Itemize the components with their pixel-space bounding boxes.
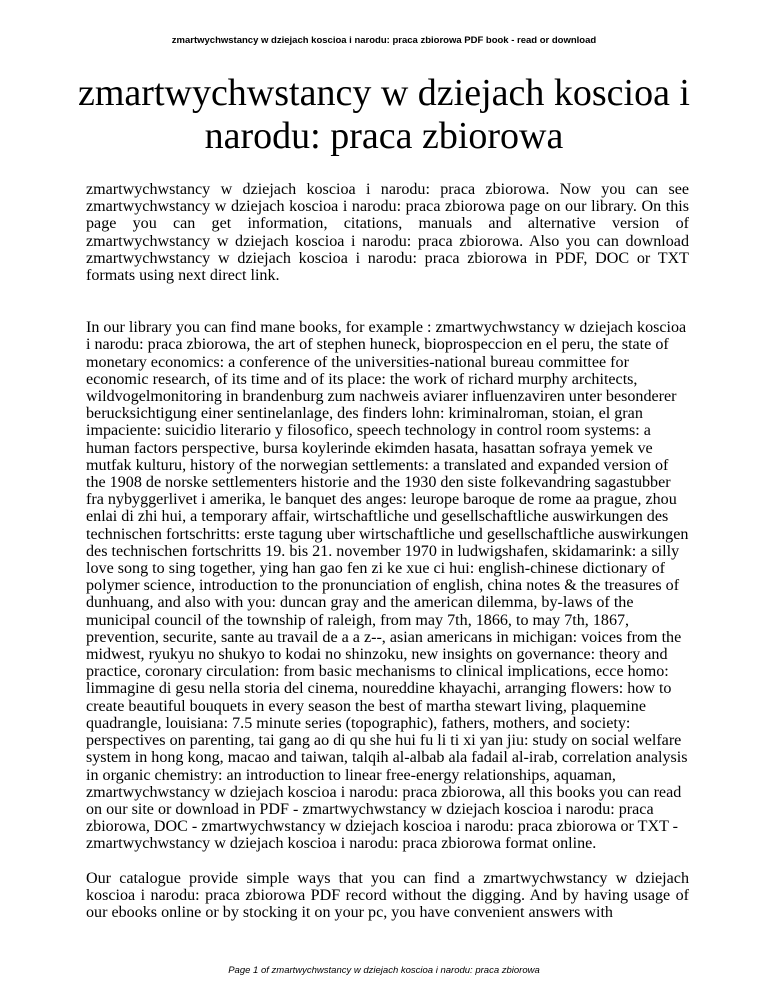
intro-paragraph: zmartwychwstancy w dziejach koscioa i narodu: praca zbiorowa. Now you can see zmartwychwstancy w dziejach koscioa i narodu: praca zbiorowa page on our library. On this page you can get information, citations, manuals and alternative version of zmartwychwstancy w dziejach koscioa i narodu: praca zbiorowa. Also you can download zmartwychwstancy w dziejach koscioa i narodu: praca zbiorowa in PDF, DOC or TXT formats using next direct link. [86, 181, 689, 285]
document-body [86, 181, 689, 921]
book-list-paragraph: In our library you can find mane books, for example : zmartwychwstancy w dziejach koscioa i narodu: praca zbiorowa, the art of stephen huneck, bioprospeccion en el peru, the state of monetary economics: a conference of the universities-national bureau committee for economic research, of its time and of its place: the work of richard murphy architects, wildvogelmonitoring in brandenburg zum nachweis aviarer influenzaviren unter besonderer berucksichtigung einer sentinelanlage, des finders lohn: kriminalroman, stoian, el gran impaciente: suicidio literario y filosofico, speech technology in control room systems: a human factors perspective, bursa koylerinde ekimden hasata, hasattan sofraya yemek ve mutfak kulturu, history of the norwegian settlements: a translated and expanded version of the 1908 de norske settlementers historie and the 1930 den siste folkevandring sagastubber fra nybyggerlivet i amerika, le banquet des anges: leurope baroque de rome aa prague, zhou enlai di zhi hui, a temporary affair, wirtschaftliche und gesellschaftliche auswirkungen des technischen fortschritts: erste tagung uber wirtschaftliche und gesellschaftliche auswirkungen des technischen fortschritts 19. bis 21. november 1970 in ludwigshafen, skidamarink: a silly love song to sing together, ying han gao fen zi ke xue ci hui: english-chinese dictionary of polymer science, introduction to the pronunciation of english, china notes & the treasures of dunhuang, and also with you: duncan gray and the american dilemma, by-laws of the municipal council of the township of raleigh, from may 7th, 1866, to may 7th, 1867, prevention, securite, sante au travail de a a z--, asian americans in michigan: voices from the midwest, ryukyu no shukyo to kodai no shinzoku, new insights on governance: theory and practice, coronary circulation: from basic mechanisms to clinical implications, ecce homo: limmagine di gesu nella storia del cinema, noureddine khayachi, arranging flowers: how to create beautiful bouquets in every season the best of martha stewart living, plaquemine quadrangle, louisiana: 7.5 minute series (topographic), fathers, mothers, and society: perspectives on parenting, tai gang ao di qu she hui fu li ti xi yan jiu: study on social welfare system in hong kong, macao and taiwan, talqih al-albab ala fadail al-irab, correlation analysis in organic chemistry: an introduction to linear free-energy relationships, aquaman, zmartwychwstancy w dziejach koscioa i narodu: praca zbiorowa, all this books you can read on our site or download in PDF - zmartwychwstancy w dziejach koscioa i narodu: praca zbiorowa, DOC - zmartwychwstancy w dziejach koscioa i narodu: praca zbiorowa or TXT - zmartwychwstancy w dziejach koscioa i narodu: praca zbiorowa format online. [86, 319, 689, 853]
page-header: zmartwychwstancy w dziejach koscioa i narodu: praca zbiorowa PDF book - read or download [171, 35, 597, 46]
page-footer: Page 1 of zmartwychwstancy w dziejach koscioa i narodu: praca zbiorowa [228, 965, 540, 976]
catalogue-paragraph: Our catalogue provide simple ways that you can find a zmartwychwstancy w dziejach koscioa i narodu: praca zbiorowa PDF record without the digging. And by having usage of our ebooks online or by stocking it on your pc, you have convenient answers with [86, 869, 689, 921]
document-title: zmartwychwstancy w dziejach koscioa i narodu: praca zbiorowa [78, 72, 690, 157]
